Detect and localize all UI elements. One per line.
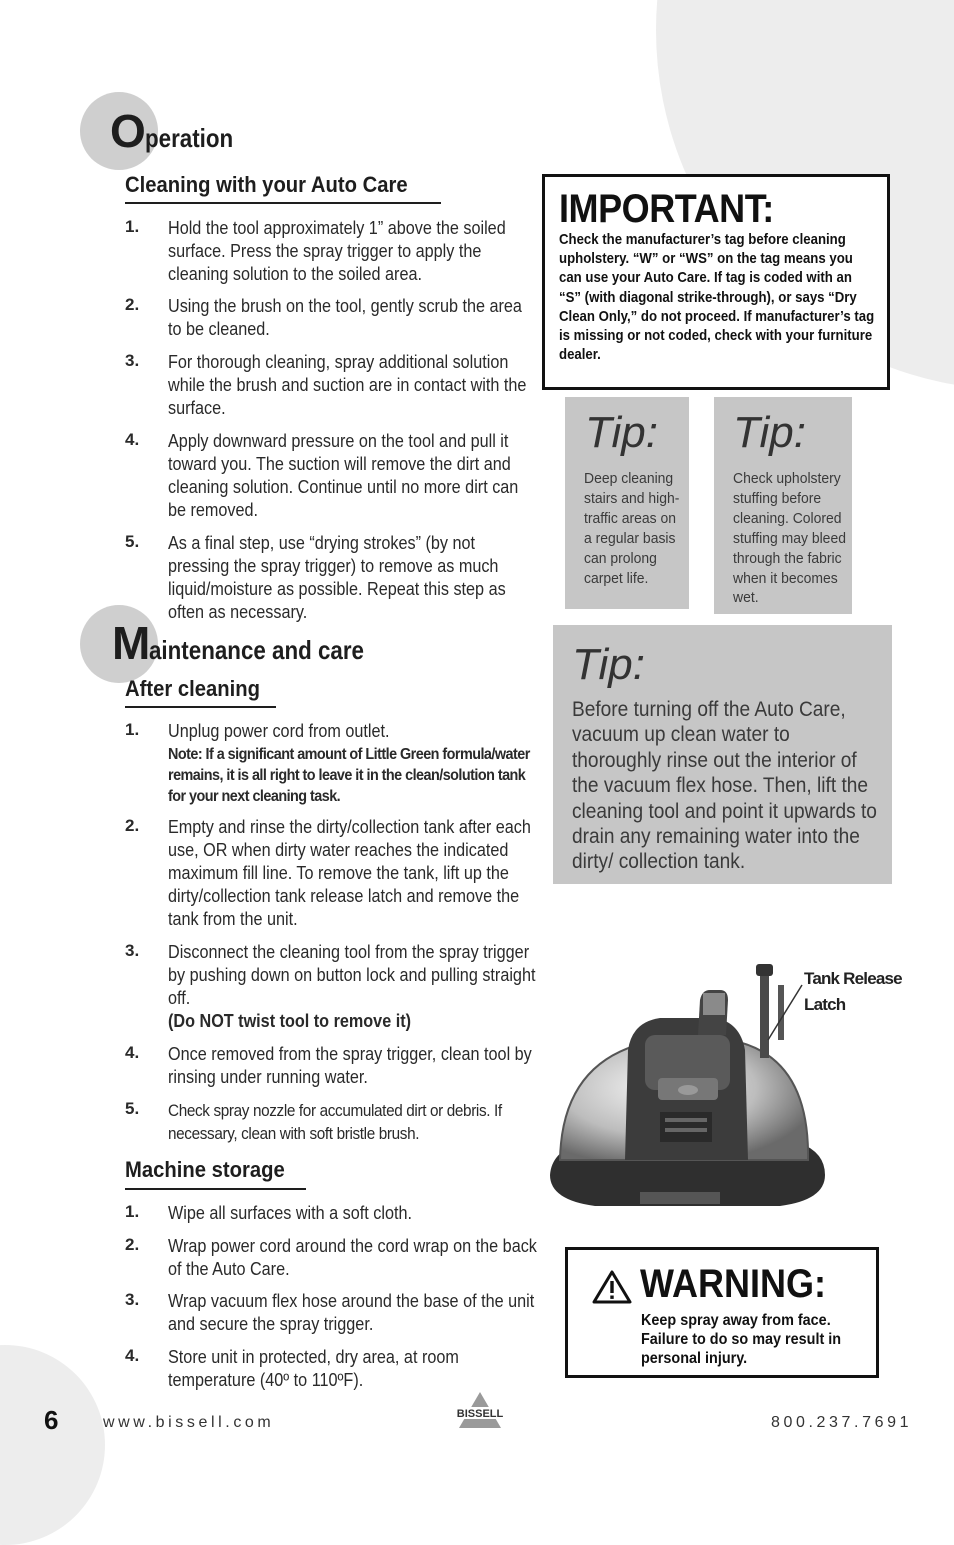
step-main-text: Disconnect the cleaning tool from the spray trigger by pushing down on button lock and pulling straight off.: [168, 942, 536, 1008]
step-main-text: Unplug power cord from outlet.: [168, 721, 390, 741]
tip-3-heading: Tip:: [572, 640, 645, 689]
tip-2-heading: Tip:: [733, 408, 806, 457]
step-number: 5.: [125, 1099, 140, 1118]
step-text: Empty and rinse the dirty/collection tank after each use, OR when dirty water reaches the indicated maximum fill line. To remove the tank, lift up the dirty/collection tank release latch and remove the tank from the unit.: [168, 817, 531, 929]
tip-2-text: Check upholstery stuffing before cleaning. Colored stuffing may bleed through the fabric when it becomes wet.: [733, 470, 846, 607]
operation-title-initial: O: [110, 105, 145, 157]
step-number: 1.: [125, 1202, 140, 1221]
operation-title-rest: peration: [144, 123, 233, 153]
step-text: Store unit in protected, dry area, at room temperature (40º to 110ºF).: [168, 1347, 459, 1390]
step-bold-note: (Do NOT twist tool to remove it): [168, 1011, 411, 1031]
step-number: 1.: [125, 720, 140, 739]
step-text: For thorough cleaning, spray additional solution while the brush and suction are in contact with the surface.: [168, 352, 527, 418]
step-text: Once removed from the spray trigger, clean tool by rinsing under running water.: [168, 1044, 532, 1087]
tip-1-heading: Tip:: [585, 408, 658, 457]
after-cleaning-underline: [125, 706, 276, 708]
footer-phone: 800.237.7691: [771, 1414, 913, 1431]
step-text: Apply downward pressure on the tool and pull it toward you. The suction will remove the dirt and cleaning solution. Continue until no more dirt can be removed.: [168, 431, 519, 520]
step-number: 3.: [125, 351, 140, 370]
important-heading: IMPORTANT:: [559, 187, 774, 231]
cleaning-subheading: Cleaning with your Auto Care: [125, 172, 408, 197]
warning-triangle-icon: [592, 1270, 632, 1304]
step-note: Note: If a significant amount of Little Green formula/water remains, it is all right to leave it in the clean/solution tank for your next cleaning task.: [168, 746, 530, 805]
bissell-logo-icon: [449, 1390, 511, 1430]
step-number: 4.: [125, 1043, 140, 1062]
page-corner-circle: [0, 1345, 105, 1545]
step-number: 2.: [125, 816, 140, 835]
step-text: [168, 720, 539, 807]
maintenance-title-initial: M: [112, 617, 150, 669]
machine-storage-underline: [125, 1188, 306, 1190]
step-number: 1.: [125, 217, 140, 236]
important-box: [542, 174, 890, 390]
operation-title: [110, 104, 247, 158]
after-cleaning-subheading: After cleaning: [125, 676, 260, 701]
cleaning-subheading-underline: [125, 202, 441, 204]
tip-box-2: [714, 397, 852, 614]
step-text: Wrap power cord around the cord wrap on the back of the Auto Care.: [168, 1236, 537, 1279]
step-number: 2.: [125, 1235, 140, 1254]
step-number: 5.: [125, 532, 140, 551]
step-text: Wipe all surfaces with a soft cloth.: [168, 1203, 412, 1223]
warning-heading: WARNING:: [640, 1262, 826, 1306]
step-number: 3.: [125, 941, 140, 960]
important-text: Check the manufacturer’s tag before cleaning upholstery. “W” or “WS” on the tag means you can use your Auto Care. If tag is coded with an “S” (with diagonal strike-through), or says “Dry Clean Only,” do not proceed. If manufacturer’s tag is missing or not coded, check with your furniture dealer.: [559, 231, 875, 364]
warning-text: Keep spray away from face. Failure to do so may result in personal injury.: [641, 1312, 842, 1367]
bissell-logo-text: BISSELL: [456, 1408, 504, 1420]
step-text: [168, 941, 539, 1033]
maintenance-title-rest: aintenance and care: [149, 635, 365, 665]
step-number: 4.: [125, 1346, 140, 1365]
step-text: Using the brush on the tool, gently scrub the area to be cleaned.: [168, 296, 522, 339]
vacuum-cleaner-illustration: [540, 960, 840, 1230]
tip-box-3: [553, 625, 892, 884]
tip-3-text: Before turning off the Auto Care, vacuum up clean water to thoroughly rinse out the interior of the vacuum flex hose. Then, lift the cleaning tool and point it upwards to drain any remaining water into the dirty/ collection tank.: [572, 698, 877, 874]
step-number: 2.: [125, 295, 140, 314]
step-number: 3.: [125, 1290, 140, 1309]
machine-storage-subheading: Machine storage: [125, 1157, 285, 1182]
maintenance-title: [112, 616, 399, 670]
warning-box: [565, 1247, 879, 1378]
step-text: Wrap vacuum flex hose around the base of the unit and secure the spray trigger.: [168, 1291, 535, 1334]
step-text: Check spray nozzle for accumulated dirt or debris. If necessary, clean with soft bristle brush.: [168, 1101, 502, 1143]
tip-box-1: [565, 397, 689, 609]
page-number: 6: [44, 1405, 59, 1435]
tip-1-text: Deep cleaning stairs and high-traffic areas on a regular basis can prolong carpet life.: [584, 470, 680, 587]
footer-url: www.bissell.com: [103, 1414, 275, 1431]
step-number: 4.: [125, 430, 140, 449]
tank-release-latch-callout: Tank Release Latch: [804, 969, 902, 1014]
step-text: As a final step, use “drying strokes” (by not pressing the spray trigger) to remove as much liquid/moisture as possible. Repeat this step as often as necessary.: [168, 533, 506, 622]
step-text: Hold the tool approximately 1” above the soiled surface. Press the spray trigger to apply the cleaning solution to the soiled area.: [168, 218, 506, 284]
